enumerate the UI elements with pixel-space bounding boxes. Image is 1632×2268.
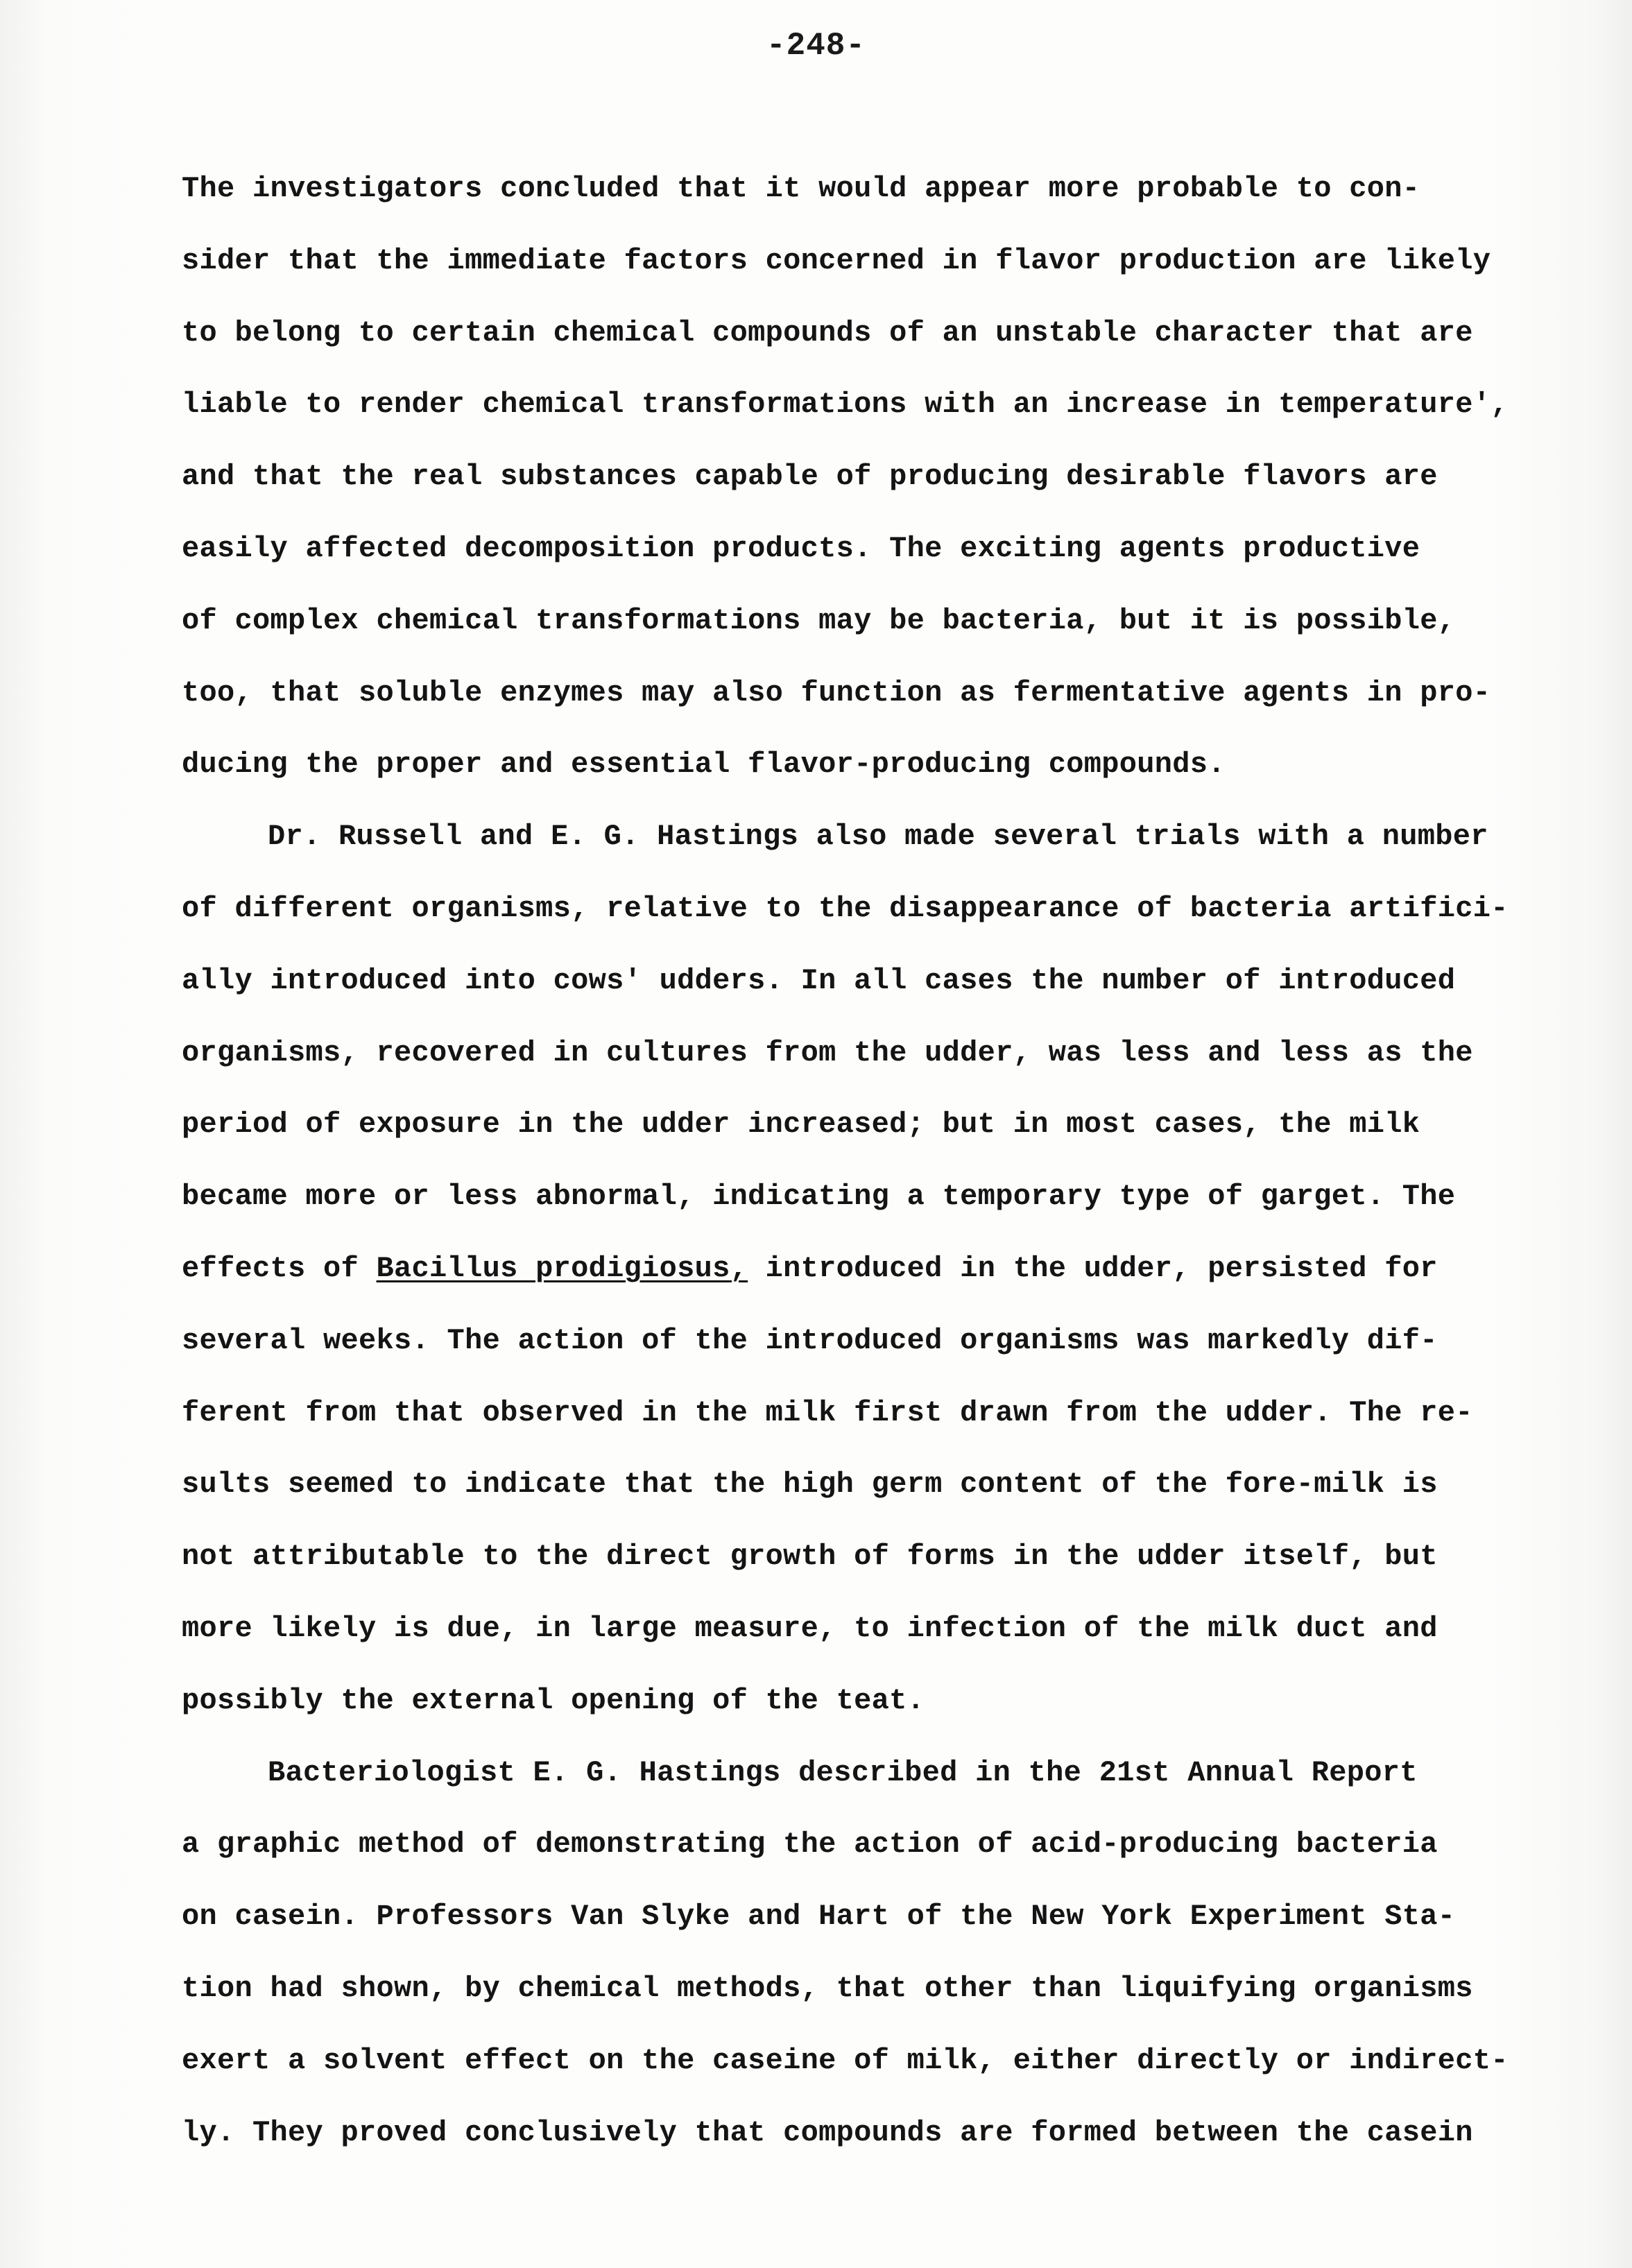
text-line: tion had shown, by chemical methods, that other than liquifying organisms [182, 1971, 1473, 2005]
text-line: sults seemed to indicate that the high germ content of the fore-milk is [182, 1468, 1438, 1502]
text-line-species [182, 1246, 1465, 1318]
text-line: became more or less abnormal, indicating a temporary type of garget. The [182, 1180, 1456, 1214]
text-line: liable to render chemical transformations with an increase in temperature', [182, 388, 1509, 422]
text-line: and that the real substances capable of producing desirable flavors are [182, 460, 1438, 494]
text-line: ducing the proper and essential flavor-producing compounds. [182, 748, 1226, 782]
text-line: not attributable to the direct growth of forms in the udder itself, but [182, 1540, 1438, 1574]
text-line: of complex chemical transformations may be bacteria, but it is possible, [182, 603, 1456, 637]
text-line: of different organisms, relative to the disappearance of bacteria artifici- [182, 891, 1509, 925]
text-line: Dr. Russell and E. G. Hastings also made several trials with a number [268, 820, 1488, 854]
text-line: on casein. Professors Van Slyke and Hart of the New York Experiment Sta- [182, 1900, 1456, 1934]
text-fragment: introduced in the udder, persisted for [748, 1251, 1438, 1285]
body-text [182, 166, 1509, 2182]
species-name: Bacillus prodigiosus, [376, 1251, 748, 1285]
text-line: a graphic method of demonstrating the action of acid-producing bacteria [182, 1828, 1438, 1862]
text-line: possibly the external opening of the teat. [182, 1683, 925, 1717]
text-line: several weeks. The action of the introduced organisms was markedly dif- [182, 1323, 1438, 1357]
text-line: ally introduced into cows' udders. In all cases the number of introduced [182, 963, 1456, 997]
text-line: Bacteriologist E. G. Hastings described in the 21st Annual Report [268, 1755, 1418, 1789]
text-line: ferent from that observed in the milk first drawn from the udder. The re- [182, 1395, 1473, 1429]
text-line: too, that soluble enzymes may also function as fermentative agents in pro- [182, 676, 1491, 710]
text-line: organisms, recovered in cultures from the udder, was less and less as the [182, 1036, 1473, 1069]
text-line: ly. They proved conclusively that compounds are formed between the casein [182, 2115, 1473, 2149]
text-line: The investigators concluded that it would appear more probable to con- [182, 172, 1420, 205]
text-line: sider that the immediate factors concerned in flavor production are likely [182, 243, 1491, 277]
text-line: period of exposure in the udder increased; but in most cases, the milk [182, 1108, 1420, 1142]
page-number: -248- [766, 28, 866, 64]
text-line: more likely is due, in large measure, to infection of the milk duct and [182, 1611, 1438, 1645]
text-line: to belong to certain chemical compounds of an unstable character that are [182, 316, 1473, 350]
text-fragment: effects of [182, 1251, 377, 1285]
text-line: exert a solvent effect on the caseine of milk, either directly or indirect- [182, 2043, 1509, 2077]
text-line: easily affected decomposition products. The exciting agents productive [182, 531, 1420, 565]
